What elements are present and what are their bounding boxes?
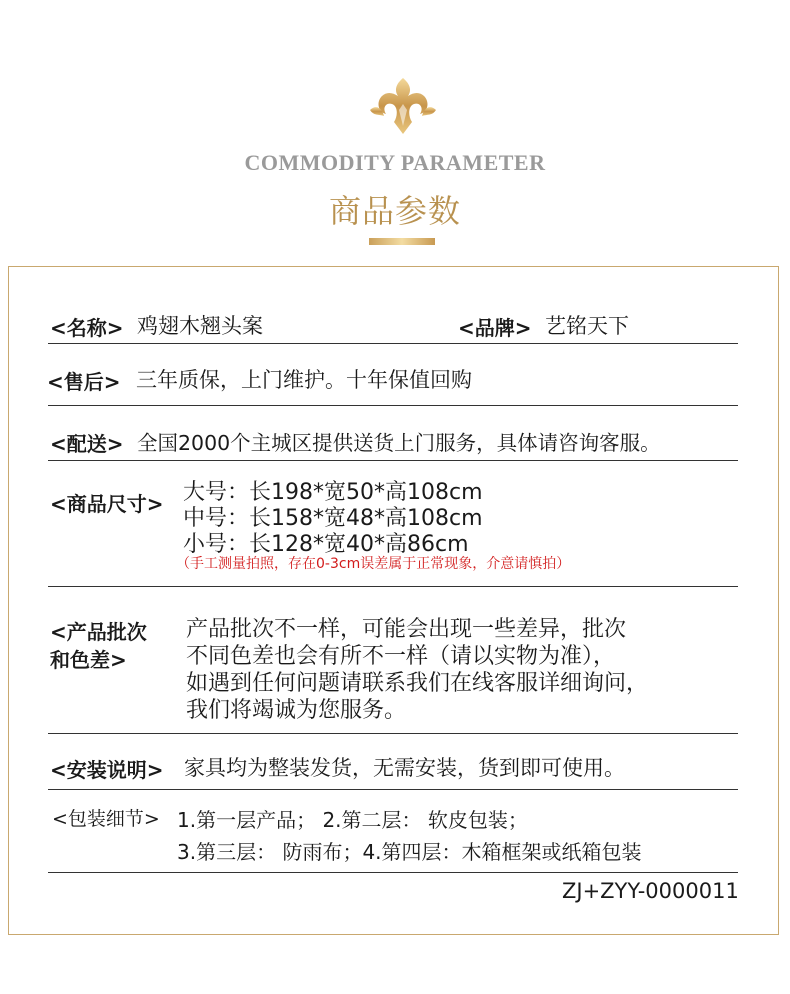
size-medium: 中号：长158*宽48*高108cm <box>183 506 483 531</box>
batch-text-line4: 我们将竭诚为您服务。 <box>186 698 407 723</box>
size-large: 大号：长198*宽50*高108cm <box>183 480 483 505</box>
batch-text-line2: 不同色差也会有所不一样（请以实物为准）， <box>186 644 616 669</box>
aftersale-label: <售后> <box>47 370 121 394</box>
divider <box>48 586 738 587</box>
title-english: COMMODITY PARAMETER <box>244 150 546 175</box>
batch-label-line1: <产品批次 <box>50 620 147 644</box>
batch-label-line2: 和色差> <box>50 648 127 672</box>
install-value: 家具均为整装发货，无需安装，货到即可使用。 <box>184 756 625 780</box>
divider <box>48 789 738 790</box>
divider <box>48 405 738 406</box>
aftersale-value: 三年质保，上门维护。十年保值回购 <box>136 368 472 392</box>
name-value: 鸡翅木翘头案 <box>137 314 263 338</box>
divider <box>48 733 738 734</box>
package-label: <包装细节> <box>52 808 160 830</box>
divider <box>48 872 738 873</box>
batch-text-line3: 如遇到任何问题请联系我们在线客服详细询问， <box>186 671 649 696</box>
product-code: ZJ+ZYY-0000011 <box>562 879 739 903</box>
title-chinese: 商品参数 <box>328 192 461 230</box>
size-note: （手工测量拍照，存在0-3cm误差属于正常现象，介意请慎拍） <box>176 556 571 572</box>
divider <box>48 460 738 461</box>
package-line2: 3.第三层： 防雨布；4.第四层：木箱框架或纸箱包装 <box>177 840 642 864</box>
size-small: 小号：长128*宽40*高86cm <box>183 532 469 557</box>
size-label: <商品尺寸> <box>50 492 164 516</box>
delivery-value: 全国2000个主城区提供送货上门服务，具体请咨询客服。 <box>137 431 661 455</box>
gold-ornament-icon <box>368 76 438 136</box>
package-line1: 1.第一层产品； 2.第二层： 软皮包装； <box>177 808 528 832</box>
brand-label: <品牌> <box>458 316 532 340</box>
batch-text-line1: 产品批次不一样，可能会出现一些差异，批次 <box>186 617 627 642</box>
divider <box>48 343 738 344</box>
title-underline <box>369 238 435 245</box>
brand-value: 艺铭天下 <box>545 314 629 338</box>
install-label: <安装说明> <box>50 758 164 782</box>
delivery-label: <配送> <box>50 432 124 456</box>
name-label: <名称> <box>50 316 124 340</box>
